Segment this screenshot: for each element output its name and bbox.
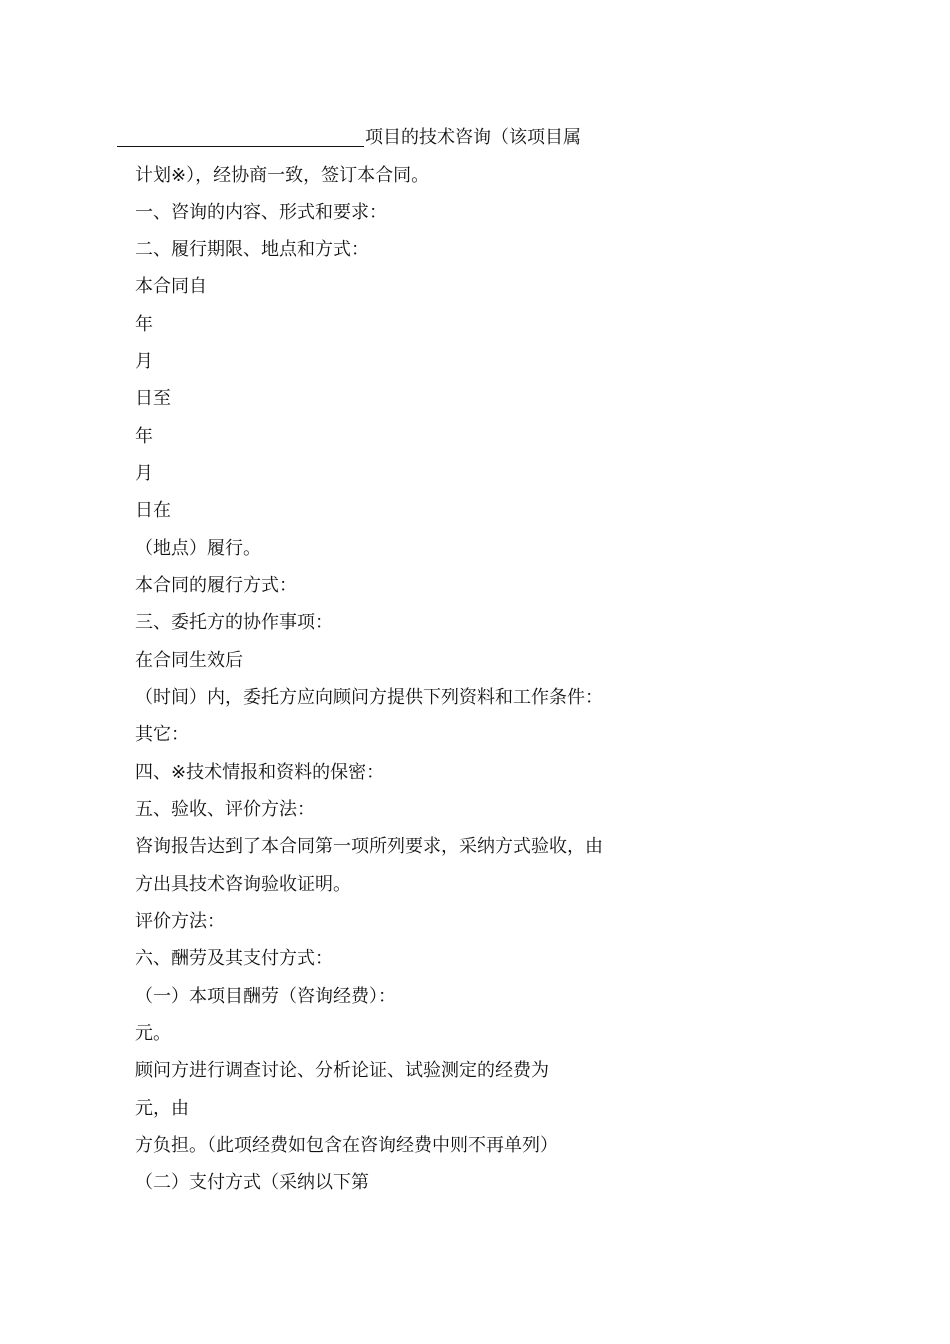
text-line: 本合同的履行方式： bbox=[135, 575, 297, 596]
section-heading-client-cooperation: 三、委托方的协作事项： bbox=[135, 612, 333, 633]
text-line: 咨询报告达到了本合同第一项所列要求，采纳方式验收，由 bbox=[135, 836, 603, 857]
text-line: 月 bbox=[135, 351, 153, 372]
text-line: （二）支付方式（采纳以下第 bbox=[135, 1172, 369, 1193]
section-heading-acceptance: 五、验收、评价方法： bbox=[135, 799, 315, 820]
text-line: （时间）内，委托方应向顾问方提供下列资料和工作条件： bbox=[135, 687, 603, 708]
text-line: 日在 bbox=[135, 500, 171, 521]
text-line: （地点）履行。 bbox=[135, 538, 261, 559]
text-line: 月 bbox=[135, 463, 153, 484]
text-line: 评价方法： bbox=[135, 911, 225, 932]
text-line: 计划※），经协商一致，签订本合同。 bbox=[135, 165, 430, 186]
section-heading-remuneration: 六、酬劳及其支付方式： bbox=[135, 948, 333, 969]
text-line: 方出具技术咨询验收证明。 bbox=[135, 874, 351, 895]
project-title-row bbox=[117, 127, 617, 149]
project-title-text: 项目的技术咨询（该项目属 bbox=[365, 127, 581, 148]
project-name-blank bbox=[117, 127, 364, 147]
text-line: 元。 bbox=[135, 1023, 171, 1044]
text-line: 本合同自 bbox=[135, 276, 207, 297]
text-line: 方负担。（此项经费如包含在咨询经费中则不再单列） bbox=[135, 1135, 558, 1156]
section-heading-confidentiality: 四、※技术情报和资料的保密： bbox=[135, 762, 385, 783]
section-heading-performance: 二、履行期限、地点和方式： bbox=[135, 239, 369, 260]
text-line: 在合同生效后 bbox=[135, 650, 243, 671]
text-line: 日至 bbox=[135, 388, 171, 409]
text-line: 年 bbox=[135, 314, 153, 335]
text-line: 其它： bbox=[135, 724, 189, 745]
text-line: （一）本项目酬劳（咨询经费）： bbox=[135, 986, 396, 1007]
text-line: 顾问方进行调查讨论、分析论证、试验测定的经费为 bbox=[135, 1060, 549, 1081]
text-line: 元，由 bbox=[135, 1098, 189, 1119]
section-heading-consult-content: 一、咨询的内容、形式和要求： bbox=[135, 202, 387, 223]
text-line: 年 bbox=[135, 426, 153, 447]
